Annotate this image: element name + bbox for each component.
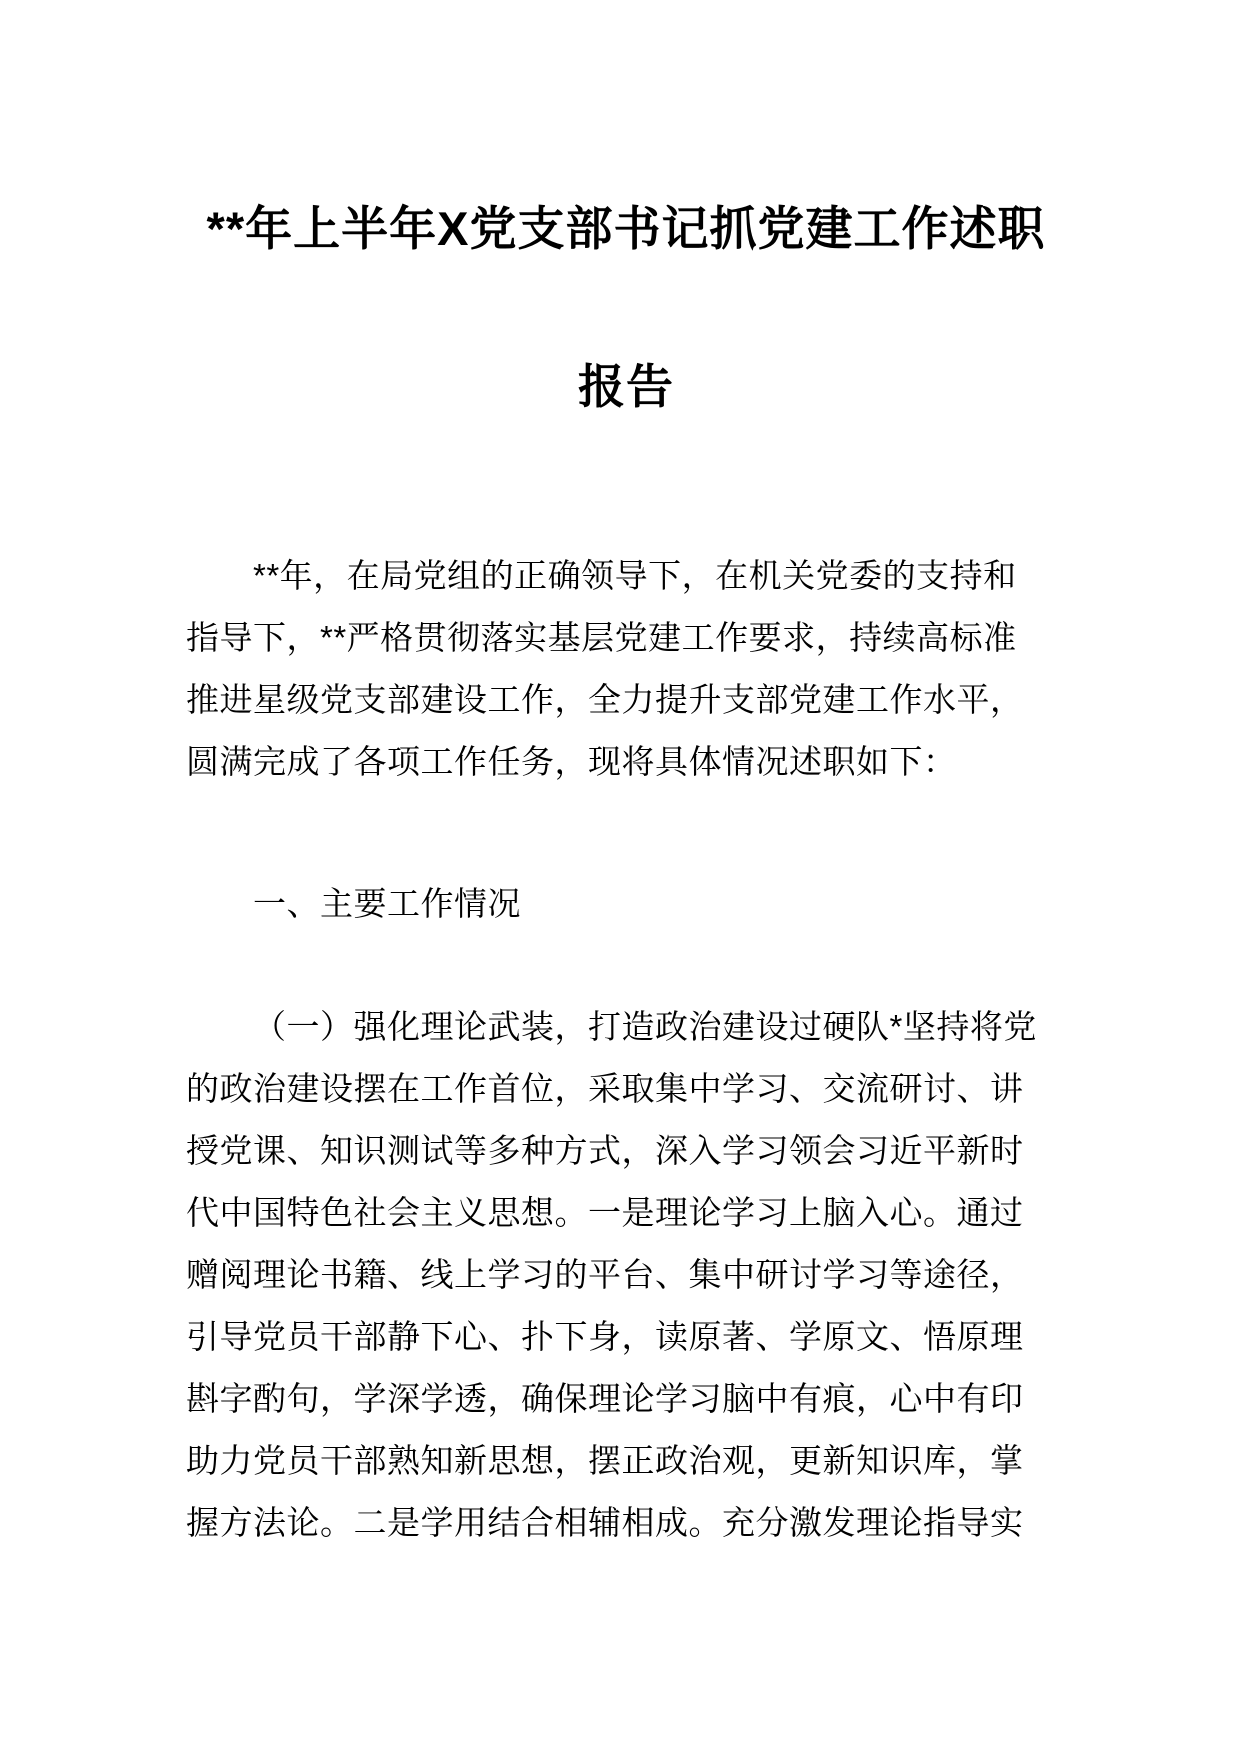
text-line: 赠阅理论书籍、线上学习的平台、集中研讨学习等途径， [186,1256,1024,1293]
text-line: 指导下，**严格贯彻落实基层党建工作要求，持续高标准 [186,619,1017,656]
text-line: 代中国特色社会主义思想。一是理论学习上脑入心。通过 [186,1194,1024,1231]
document-body [186,545,1066,1554]
document-title [186,150,1066,466]
section-heading [186,873,1066,935]
text-line: （一）强化理论武装，打造政治建设过硬队*坚持将党 [253,1008,1037,1045]
text-line: 引导党员干部静下心、扑下身，读原著、学原文、悟原理 [186,1318,1024,1355]
text-line: 一、主要工作情况 [253,885,521,922]
paragraph [186,996,1066,1554]
paragraph [186,545,1066,793]
text-line: 授党课、知识测试等多种方式，深入学习领会习近平新时 [186,1132,1024,1169]
text-line: 的政治建设摆在工作首位，采取集中学习、交流研讨、讲 [186,1070,1024,1107]
text-line: 圆满完成了各项工作任务，现将具体情况述职如下： [186,743,957,780]
text-line: 助力党员干部熟知新思想，摆正政治观，更新知识库，掌 [186,1442,1024,1479]
document-title-line-1: **年上半年X党支部书记抓党建工作述职 [206,202,1046,255]
text-line: 推进星级党支部建设工作，全力提升支部党建工作水平， [186,681,1024,718]
text-line: 握方法论。二是学用结合相辅相成。充分激发理论指导实 [186,1504,1024,1541]
text-line: 斟字酌句，学深学透，确保理论学习脑中有痕，心中有印 [186,1380,1024,1417]
text-line: **年，在局党组的正确领导下，在机关党委的支持和 [253,557,1017,594]
document-title-line-2: 报告 [578,360,674,413]
